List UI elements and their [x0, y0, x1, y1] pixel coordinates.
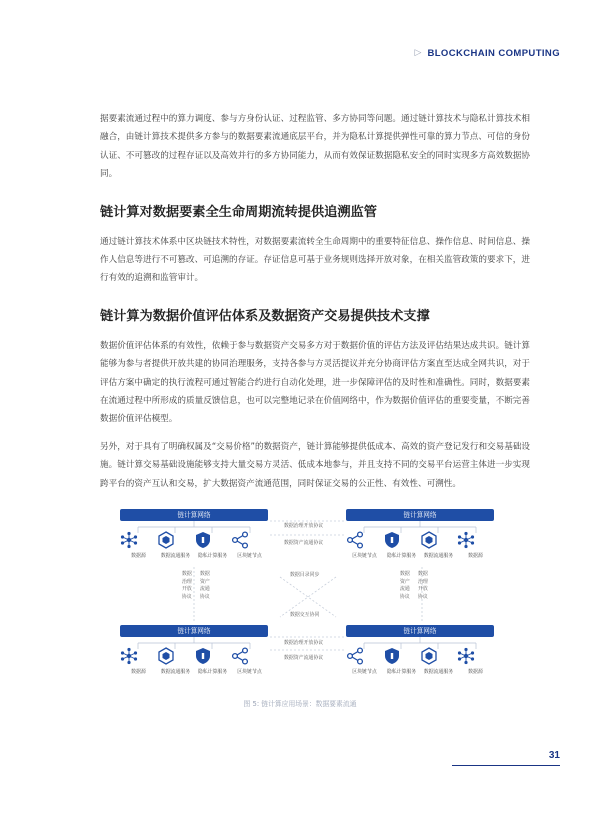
- node-data-flow-service: [157, 531, 194, 559]
- page-number: 31: [548, 750, 560, 761]
- node-label: 区块链节点: [352, 669, 377, 675]
- vertical-label-gov-left: 数据 治理 开放 协议: [182, 571, 192, 600]
- node-label: 隐私计算服务: [197, 669, 228, 675]
- node-label: 数据流通服务: [160, 553, 191, 559]
- node-privacy-compute: [383, 531, 420, 559]
- molecule-icon: [457, 647, 475, 665]
- shield-lock-icon: [194, 531, 212, 549]
- node-label: 区块链节点: [352, 553, 377, 559]
- network-box-top-right: [346, 509, 494, 567]
- data-flow-diagram: [120, 505, 496, 690]
- node-privacy-compute: [194, 647, 231, 675]
- network-title: 链计算网络: [177, 627, 211, 635]
- share-nodes-icon: [346, 531, 364, 549]
- node-data-source: [120, 531, 157, 559]
- network-title: 链计算网络: [403, 511, 437, 519]
- label-catalog-sync: 数据目录同步: [290, 572, 320, 578]
- network-title: 链计算网络: [177, 511, 211, 519]
- node-label: 数据流通服务: [160, 669, 191, 675]
- node-label: 数据源: [131, 553, 146, 559]
- network-title: 链计算网络: [403, 627, 437, 635]
- network-title-bar: [120, 509, 268, 521]
- paragraph-valuation: 数据价值评估体系的有效性，依赖于参与数据资产交易多方对于数据价值的评估方法及评估结果达成共识。链计算能够为参与者提供开放共建的协同治理服务，支持各参与方灵活提议并充分协商评估方案直至达成全网共识，对于评估方案中确定的执行流程可通过智能合约进行自动化处理，进一步保障评估的及时性和准确性。同时，数据要素在流通过程中所形成的质量反馈信息，也可以完整地记录在价值网络中，作为数据价值评估的重要变量，不断完善数据价值评估模型。: [100, 340, 530, 425]
- shield-lock-icon: [383, 531, 401, 549]
- hexagon-cube-icon: [420, 531, 438, 549]
- vertical-label-gov-right: 数据 治理 开放 协议: [418, 571, 428, 600]
- node-label: 数据源: [131, 669, 146, 675]
- hexagon-cube-icon: [420, 647, 438, 665]
- node-label: 数据流通服务: [423, 669, 454, 675]
- triangle-arrow-icon: ▷: [414, 48, 422, 58]
- node-data-source: [457, 647, 494, 675]
- node-blockchain: [346, 531, 383, 559]
- node-privacy-compute: [194, 531, 231, 559]
- node-data-flow-service: [420, 647, 457, 675]
- label-gov-protocol-bottom: 数据治理开放协议: [284, 640, 324, 646]
- shield-lock-icon: [383, 647, 401, 665]
- paragraph-trading: 另外，对于具有了明确权属及“交易价格”的数据资产，链计算能够提供低成本、高效的资产登记发行和交易基础设施。链计算交易基础设施能够支持大量交易方灵活、低成本地参与，并且支持不同的交易平台运营主体进一步实现跨平台的资产互认和交易，扩大数据资产流通范围，同时保证交易的公正性、有效性、可溯性。: [100, 441, 531, 489]
- node-label: 数据源: [468, 553, 483, 559]
- figure-caption: 图 5: 链计算应用场景：数据要素流通: [243, 700, 357, 708]
- molecule-icon: [457, 531, 475, 549]
- network-title-bar: [120, 625, 268, 637]
- node-label: 区块链节点: [237, 553, 262, 559]
- node-blockchain: [231, 647, 268, 675]
- page-number-underline: [452, 765, 560, 766]
- vertical-label-flow-left: 数据 资产 流通 协议: [200, 571, 210, 600]
- network-title-bar: [346, 509, 494, 521]
- node-label: 区块链节点: [237, 669, 262, 675]
- node-label: 数据流通服务: [423, 553, 454, 559]
- node-data-flow-service: [157, 647, 194, 675]
- node-blockchain: [231, 531, 268, 559]
- network-box-bottom-left: [120, 625, 268, 683]
- vertical-label-flow-right: 数据 资产 流通 协议: [400, 571, 410, 600]
- node-label: 隐私计算服务: [386, 669, 417, 675]
- label-flow-protocol-bottom: 数据资产流通协议: [284, 655, 324, 661]
- molecule-icon: [120, 531, 138, 549]
- node-label: 隐私计算服务: [386, 553, 417, 559]
- share-nodes-icon: [231, 647, 249, 665]
- hexagon-cube-icon: [157, 647, 175, 665]
- section-heading-traceability: 链计算对数据要素全生命周期流转提供追溯监管: [100, 204, 377, 220]
- label-flow-protocol: 数据资产流通协议: [284, 540, 324, 546]
- label-data-exchange: 数据交互协同: [290, 612, 320, 618]
- shield-lock-icon: [194, 647, 212, 665]
- network-box-top-left: [120, 509, 268, 567]
- molecule-icon: [120, 647, 138, 665]
- share-nodes-icon: [346, 647, 364, 665]
- share-nodes-icon: [231, 531, 249, 549]
- node-data-flow-service: [420, 531, 457, 559]
- node-data-source: [120, 647, 157, 675]
- running-header: [415, 48, 560, 59]
- paragraph-intro: 据要素流通过程中的算力调度、参与方身份认证、过程监管、多方协同等问题。通过链计算技术与隐私计算技术相融合，由链计算技术提供多方参与的数据要素流通底层平台，并为隐私计算提供弹性可靠的算力节点、可信的身份认证、不可篡改的过程存证以及高效并行的多方协同能力，从而有效保证数据隐私安全的同时实现多方高效数据协同。: [100, 114, 530, 180]
- node-blockchain: [346, 647, 383, 675]
- header-title: BLOCKCHAIN COMPUTING: [427, 48, 560, 59]
- label-gov-protocol: 数据治理开放协议: [284, 523, 324, 529]
- article-body: [100, 110, 530, 493]
- node-label: 数据源: [468, 669, 483, 675]
- node-data-source: [457, 531, 494, 559]
- node-label: 隐私计算服务: [197, 553, 228, 559]
- section-heading-valuation: 链计算为数据价值评估体系及数据资产交易提供技术支撑: [100, 308, 430, 324]
- hexagon-cube-icon: [157, 531, 175, 549]
- network-title-bar: [346, 625, 494, 637]
- network-box-bottom-right: [346, 625, 494, 683]
- paragraph-traceability: 通过链计算技术体系中区块链技术特性，对数据要素流转全生命周期中的重要特征信息、操作信息、时间信息、操作人信息等进行不可篡改、可追溯的存证。存证信息可基于业务规则选择开放对象，在相关监管政策的要求下，进行有效的追溯和监管审计。: [100, 236, 530, 284]
- node-privacy-compute: [383, 647, 420, 675]
